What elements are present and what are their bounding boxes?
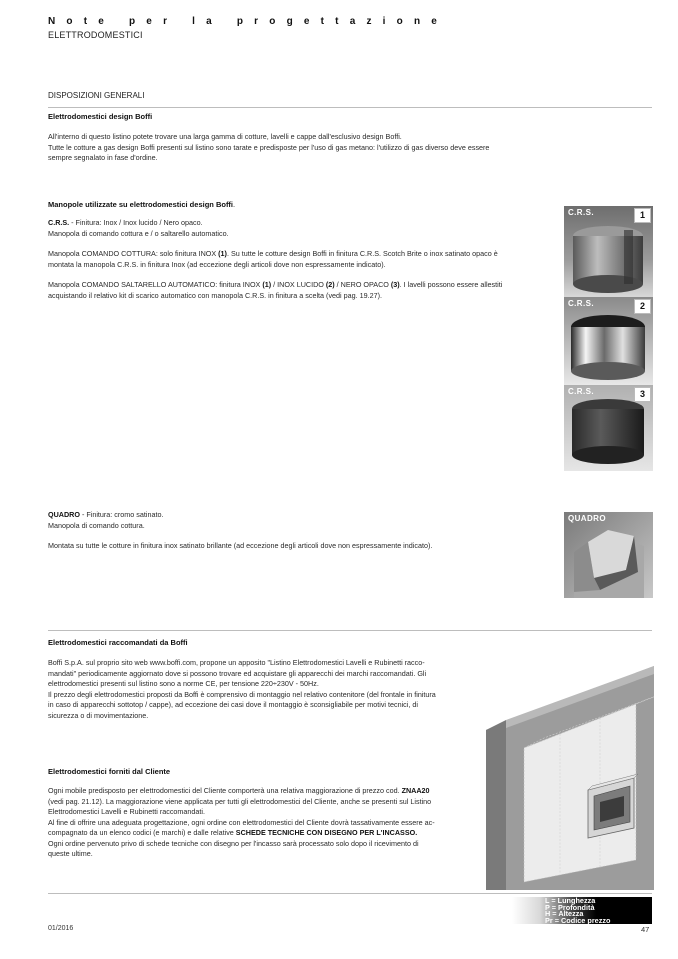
- crs-p2-ref-3: (3): [390, 280, 400, 289]
- cliente-l5-a: compagnato da un elenco codici (e marchi) e dalle relative: [48, 828, 236, 837]
- manopole-title-suffix: .: [233, 200, 236, 209]
- crs-finish-line: [48, 218, 553, 229]
- document-header-title: Note per la progettazione: [48, 16, 449, 27]
- cliente-line-4: Al fine di offrire una adeguata progettazione, ogni ordine con elettrodomestici del Cliente dovrà tassativamente essere ac-: [48, 817, 435, 827]
- raccomandati-line-2: mandati" periodicamente aggiornato dove si possono trovare ed acquistare gli apparecchi dei marchi raccomandati. Gli: [48, 668, 427, 678]
- legend-item: P = Profondità: [545, 902, 595, 912]
- crs-p2-g: . I lavelli possono essere allestiti: [399, 280, 503, 289]
- cliente-line-6: Ogni ordine pervenuto privo di schede tecniche con disegno per l'incasso sarà processato solo dopo il ricevimento di: [48, 838, 419, 848]
- knob-label: C.R.S.: [568, 299, 594, 308]
- design-line-3: sempre segnalato in fase d'ordine.: [48, 153, 158, 162]
- crs-p2-e: / NERO OPACO: [334, 280, 391, 289]
- knob-photo-crs-lucido: [564, 297, 653, 385]
- crs-p2-ref-1: (1): [262, 280, 272, 289]
- quadro-description: [48, 510, 553, 552]
- crs-finish: - Finitura: Inox / Inox lucido / Nero opaco.: [69, 218, 203, 227]
- divider: [48, 630, 652, 631]
- raccomandati-section-title: Elettrodomestici raccomandati da Boffi: [48, 638, 188, 647]
- crs-p1-c: . Su tutte le cotture design Boffi in finitura C.R.S. Scotch Brite o inox satinato opaco è: [226, 249, 498, 258]
- crs-paragraph-1: [48, 249, 553, 260]
- abbreviation-legend: [512, 897, 652, 924]
- knob-photo-crs-inox: [564, 206, 653, 297]
- crs-p2-c: / INOX LUCIDO: [271, 280, 326, 289]
- cliente-l1-a: Ogni mobile predisposto per elettrodomestici del Cliente comporterà una relativa maggiorazione di prezzo cod.: [48, 786, 402, 795]
- knob-number: 2: [634, 299, 651, 314]
- crs-paragraph-2-cont: acquistando il relativo kit di scarico automatico con manopola C.R.S. in finitura a scelta (vedi pag. 19.27).: [48, 290, 382, 300]
- knob-label: QUADRO: [568, 514, 606, 523]
- manopole-title-text: Manopole utilizzate su elettrodomestici design Boffi: [48, 200, 234, 209]
- section-label: DISPOSIZIONI GENERALI: [48, 91, 145, 100]
- raccomandati-line-6: sicurezza o di movimentazione.: [48, 710, 149, 720]
- quadro-desc: Manopola di comando cottura.: [48, 520, 145, 530]
- page-number: 47: [641, 925, 650, 934]
- crs-p1-a: Manopola COMANDO COTTURA: solo finitura INOX: [48, 249, 219, 258]
- legend-item: Pr = Codice prezzo: [545, 916, 611, 926]
- built-in-oven-illustration: [484, 660, 654, 890]
- crs-name: C.R.S.: [48, 218, 70, 227]
- legend-item: L = Lunghezza: [545, 896, 596, 905]
- quadro-note: Montata su tutte le cotture in finitura inox satinato brillante (ad eccezione degli articoli dove non espressamente indicato).: [48, 541, 433, 550]
- raccomandati-section-body: [48, 658, 498, 721]
- divider: [48, 893, 652, 894]
- raccomandati-line-5: in caso di apparecchi sottotop / cappe), ad eccezione dei casi dove il montaggio è sconsigliabile per motivi tecnici, di: [48, 700, 418, 709]
- knob-quadro-image: [564, 512, 653, 598]
- knob-label: C.R.S.: [568, 387, 594, 396]
- cliente-price-code: ZNAA20: [401, 786, 430, 795]
- raccomandati-line-1: Boffi S.p.A. sul proprio sito web www.boffi.com, propone un apposito "Listino Elettrodomestici Lavelli e Rubinetti racco-: [48, 658, 425, 667]
- cliente-section-title: Elettrodomestici forniti dal Cliente: [48, 767, 171, 776]
- quadro-name: QUADRO: [48, 510, 80, 519]
- knob-photo-quadro: [564, 512, 653, 598]
- cliente-section-body: [48, 786, 493, 860]
- cliente-line-5: [48, 828, 493, 839]
- quadro-finish: - Finitura: cromo satinato.: [79, 510, 164, 519]
- design-section-body: [48, 132, 558, 164]
- design-line-2: Tutte le cotture a gas design Boffi presenti sul listino sono tarate e predisposte per l'uso di gas metano: l'utilizzo di gas diverso deve essere: [48, 142, 490, 152]
- crs-description: [48, 218, 553, 301]
- spacer: [48, 531, 553, 541]
- design-section-title: Elettrodomestici design Boffi: [48, 112, 153, 121]
- manopole-section-title: [48, 200, 235, 209]
- crs-paragraph-2: [48, 280, 553, 291]
- cliente-line-1: [48, 786, 493, 797]
- document-header-subtitle: ELETTRODOMESTICI: [48, 30, 143, 40]
- crs-p2-ref-2: (2): [325, 280, 335, 289]
- crs-p1-ref: (1): [218, 249, 227, 258]
- crs-p2-a: Manopola COMANDO SALTARELLO AUTOMATICO: finitura INOX: [48, 280, 263, 289]
- legend-item: H = Altezza: [545, 909, 584, 919]
- divider: [48, 107, 652, 108]
- crs-paragraph-1-cont: montata la manopola C.R.S. in finitura Inox (ad eccezione degli articoli dove non espressamente indicato).: [48, 259, 386, 269]
- design-line-1: All'interno di questo listino potete trovare una larga gamma di cotture, lavelli e cappe dall'esclusivo design Boffi.: [48, 132, 402, 141]
- footer-date: 01/2016: [48, 925, 74, 932]
- cliente-line-3: Elettrodomestici Lavelli e Rubinetti raccomandati.: [48, 807, 206, 816]
- spacer: [48, 270, 553, 280]
- knob-number: 3: [634, 387, 651, 402]
- quadro-finish-line: [48, 510, 553, 521]
- raccomandati-line-3: elettrodomestici presenti sul listino sono a norme CE, per tensione 220÷230V - 50Hz.: [48, 679, 319, 688]
- crs-desc: Manopola di comando cottura e / o saltarello automatico.: [48, 228, 229, 238]
- spacer: [48, 239, 553, 249]
- cliente-line-2: (vedi pag. 21.12). La maggiorazione viene applicata per tutti gli elettrodomestici del Cliente, anche se presenti sul Listino: [48, 796, 432, 806]
- cliente-line-7: queste ultime.: [48, 849, 93, 858]
- knob-photo-crs-nero: [564, 385, 653, 471]
- knob-number: 1: [634, 208, 651, 223]
- cliente-l5-emphasis: SCHEDE TECNICHE CON DISEGNO PER L'INCASSO.: [235, 828, 418, 837]
- raccomandati-line-4: Il prezzo degli elettrodomestici proposti da Boffi è comprensivo di montaggio nel relativo contenitore (del frontale in finitura: [48, 689, 436, 699]
- knob-label: C.R.S.: [568, 208, 594, 217]
